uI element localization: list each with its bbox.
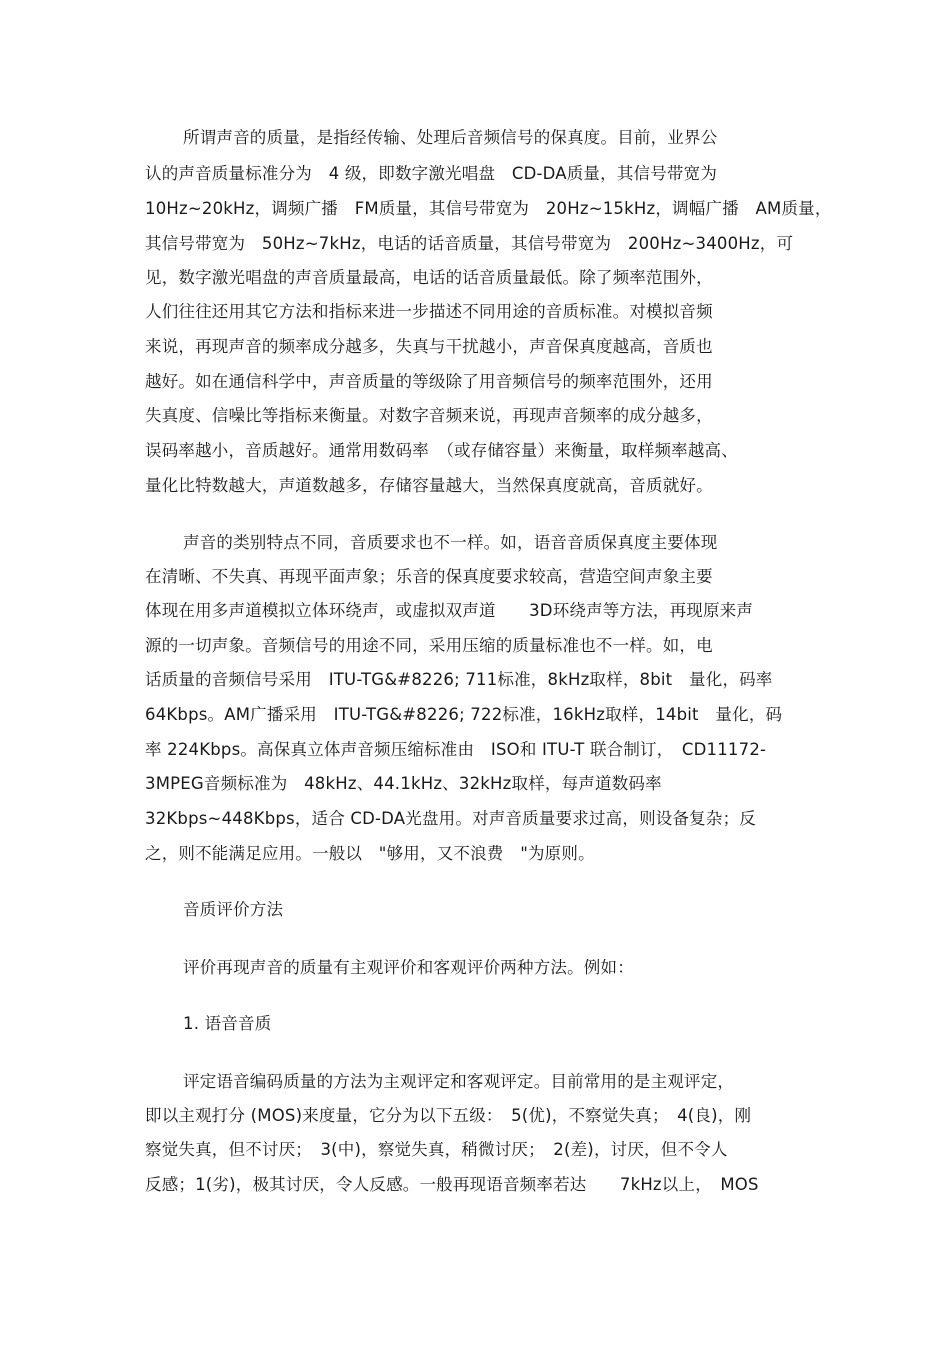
section-intro: 评价再现声音的质量有主观评价和客观评价两种方法。例如： (183, 958, 634, 977)
list-item-1: 1. 语音音质 (183, 1014, 272, 1033)
paragraph-2-line-8: 3MPEG音频标准为 48kHz、44.1kHz、32kHz取样，每声道数码率 (145, 774, 662, 793)
paragraph-2-line-6: 64Kbps。AM广播采用 ITU-TG&#8226; 722标准，16kHz取样，14bit 量化，码 (145, 705, 783, 724)
paragraph-1-line-11: 量化比特数越大，声道数越多，存储容量越大，当然保真度就高，音质就好。 (145, 476, 713, 495)
paragraph-1-line-1: 所谓声音的质量，是指经传输、处理后音频信号的保真度。目前，业界公 (183, 128, 718, 147)
paragraph-1-line-8: 越好。如在通信科学中，声音质量的等级除了用音频信号的频率范围外，还用 (145, 372, 713, 391)
paragraph-1-line-6: 人们往往还用其它方法和指标来进一步描述不同用途的音质标准。对模拟音频 (145, 302, 713, 321)
paragraph-1-line-4: 其信号带宽为 50Hz~7kHz，电话的话音质量，其信号带宽为 200Hz~3400Hz，可 (145, 234, 794, 253)
paragraph-2-line-10: 之，则不能满足应用。一般以 "够用，又不浪费 "为原则。 (145, 844, 595, 863)
paragraph-3-line-1: 评定语音编码质量的方法为主观评定和客观评定。目前常用的是主观评定， (183, 1072, 735, 1091)
paragraph-3-line-4: 反感；1(劣)，极其讨厌，令人反感。一般再现语音频率若达 7kHz以上， MOS (145, 1175, 759, 1194)
paragraph-1-line-2: 认的声音质量标准分为 4 级，即数字激光唱盘 CD-DA质量，其信号带宽为 (145, 164, 718, 183)
paragraph-1-line-9: 失真度、信噪比等指标来衡量。对数字音频来说，再现声音频率的成分越多， (145, 406, 713, 425)
paragraph-1-line-3: 10Hz~20kHz，调频广播 FM质量，其信号带宽为 20Hz~15kHz，调幅广播 AM质量， (145, 199, 832, 218)
paragraph-1-line-5: 见，数字激光唱盘的声音质量最高，电话的话音质量最低。除了频率范围外， (145, 268, 713, 287)
paragraph-2-line-2: 在清晰、不失真、再现平面声象；乐音的保真度要求较高，营造空间声象主要 (145, 567, 713, 586)
paragraph-1-line-10: 误码率越小，音质越好。通常用数码率 （或存储容量）来衡量，取样频率越高、 (145, 441, 738, 460)
paragraph-2-line-5: 话质量的音频信号采用 ITU-TG&#8226; 711标准，8kHz取样，8bit 量化，码率 (145, 670, 773, 689)
paragraph-2-line-9: 32Kbps~448Kbps，适合 CD-DA光盘用。对声音质量要求过高，则设备复杂；反 (145, 809, 756, 828)
paragraph-1-line-7: 来说，再现声音的频率成分越多，失真与干扰越小，声音保真度越高，音质也 (145, 337, 713, 356)
paragraph-2-line-7: 率 224Kbps。高保真立体声音频压缩标准由 ISO和 ITU-T 联合制订， CD11172- (145, 740, 767, 759)
paragraph-2-line-3: 体现在用多声道模拟立体环绕声，或虚拟双声道 3D环绕声等方法，再现原来声 (145, 601, 754, 620)
paragraph-3-line-3: 察觉失真，但不讨厌； 3(中)，察觉失真，稍微讨厌； 2(差)，讨厌，但不令人 (145, 1140, 728, 1159)
paragraph-2-line-1: 声音的类别特点不同，音质要求也不一样。如，语音音质保真度主要体现 (183, 533, 718, 552)
section-heading: 音质评价方法 (183, 900, 284, 919)
paragraph-3-line-2: 即以主观打分 (MOS)来度量，它分为以下五级： 5(优)，不察觉失真； 4(良)，刚 (145, 1106, 752, 1125)
paragraph-2-line-4: 源的一切声象。音频信号的用途不同，采用压缩的质量标准也不一样。如，电 (145, 636, 713, 655)
